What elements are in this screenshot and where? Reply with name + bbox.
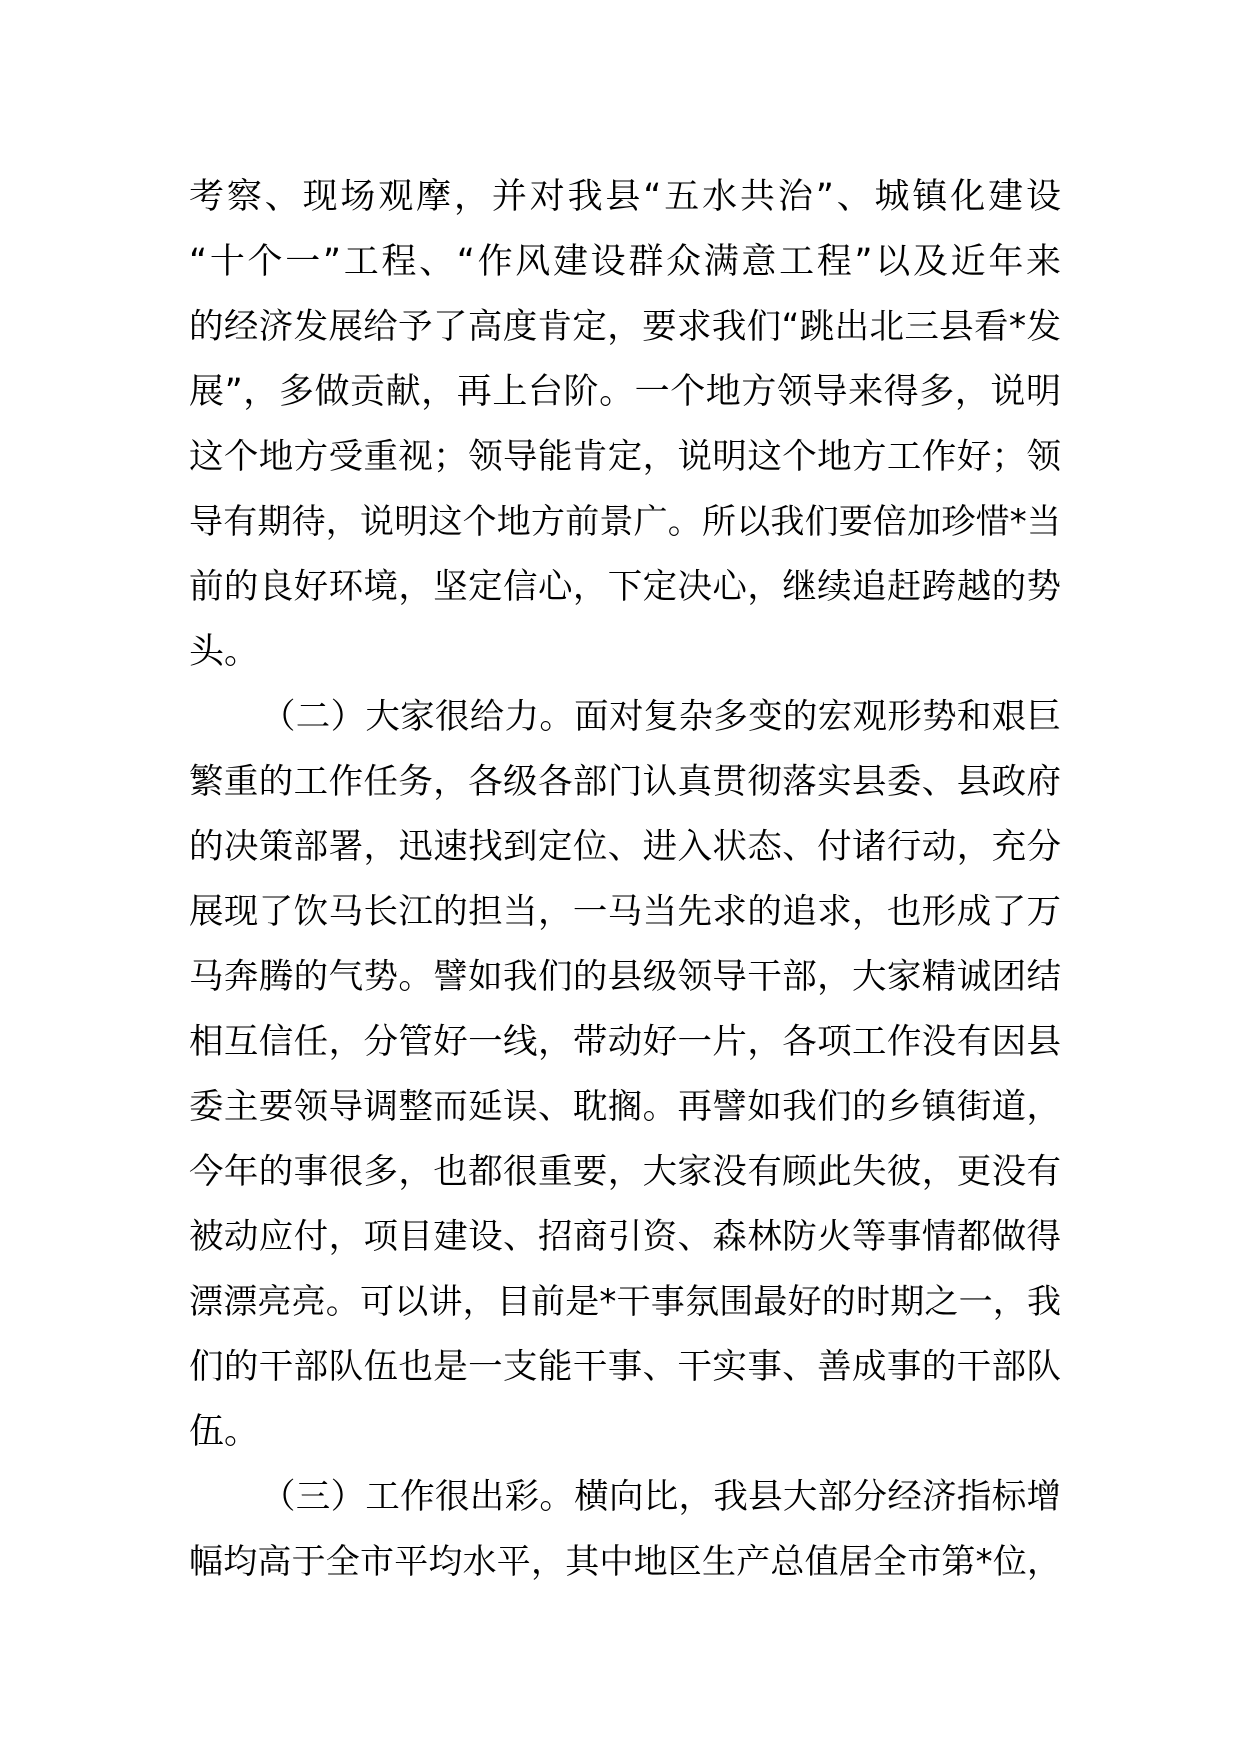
text-line: 委主要领导调整而延误、耽搁。再譬如我们的乡镇街道， — [189, 1087, 1061, 1127]
text-line: 展现了饮马长江的担当，一马当先求的追求，也形成了万 — [189, 892, 1061, 932]
text-line: 今年的事很多，也都很重要，大家没有顾此失彼，更没有 — [189, 1152, 1061, 1192]
text-line: 考察、现场观摩，并对我县“五水共治”、城镇化建设 — [189, 177, 1061, 217]
text-line: （二）大家很给力。面对复杂多变的宏观形势和艰巨 — [261, 697, 1061, 737]
text-line: 繁重的工作任务，各级各部门认真贯彻落实县委、县政府 — [189, 762, 1061, 802]
text-line: 们的干部队伍也是一支能干事、干实事、善成事的干部队 — [189, 1347, 1061, 1387]
text-line: 这个地方受重视；领导能肯定，说明这个地方工作好；领 — [189, 437, 1061, 477]
text-line: 导有期待，说明这个地方前景广。所以我们要倍加珍惜*当 — [189, 502, 1061, 542]
text-line: 漂漂亮亮。可以讲，目前是*干事氛围最好的时期之一，我 — [189, 1282, 1061, 1322]
text-line: （三）工作很出彩。横向比，我县大部分经济指标增 — [261, 1477, 1061, 1517]
text-line: 马奔腾的气势。譬如我们的县级领导干部，大家精诚团结 — [189, 957, 1061, 997]
text-line: 幅均高于全市平均水平，其中地区生产总值居全市第*位， — [189, 1542, 1061, 1582]
text-line: “十个一”工程、“作风建设群众满意工程”以及近年来 — [189, 242, 1061, 282]
text-line: 展”，多做贡献，再上台阶。一个地方领导来得多，说明 — [189, 372, 1061, 412]
text-line: 的决策部署，迅速找到定位、进入状态、付诸行动，充分 — [189, 827, 1061, 867]
text-line: 被动应付，项目建设、招商引资、森林防火等事情都做得 — [189, 1217, 1061, 1257]
text-line: 的经济发展给予了高度肯定，要求我们“跳出北三县看*发 — [189, 307, 1061, 347]
text-line: 头。 — [189, 632, 260, 672]
body-text — [189, 165, 1061, 1595]
text-line: 伍。 — [189, 1412, 260, 1452]
text-line: 相互信任，分管好一线，带动好一片，各项工作没有因县 — [189, 1022, 1061, 1062]
text-line: 前的良好环境，坚定信心，下定决心，继续追赶跨越的势 — [189, 567, 1061, 607]
